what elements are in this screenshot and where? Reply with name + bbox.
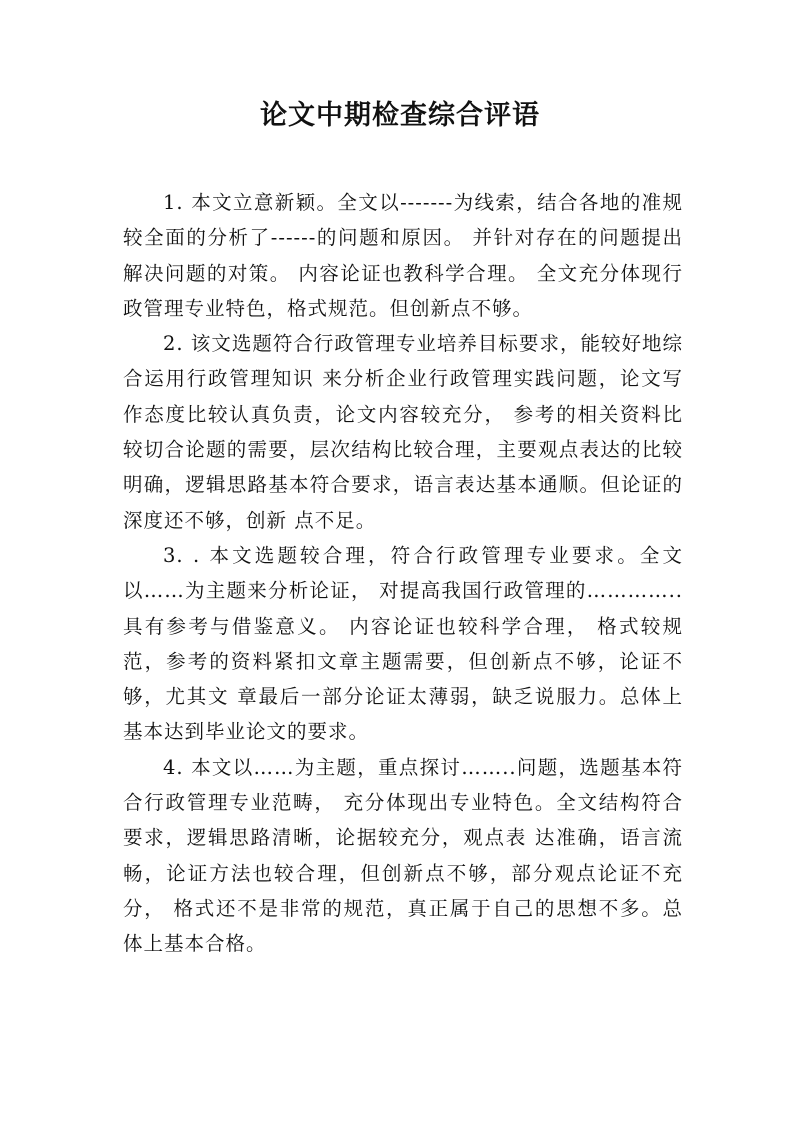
document-title: 论文中期检查综合评语 — [260, 100, 540, 131]
comment-paragraph-3: 3. . 本文选题较合理，符合行政管理专业要求。全文以……为主题来分析论证， 对提高我国行政管理的…………..具有参考与借鉴意义。 内容论证也较科学合理， 格式较规范，参考的资料紧扣文章主题需要，但创新点不够，论证不够，尤其文 章最后一部分论证太薄弱，缺乏说服力。总体上基本达到毕业论文的要求。 — [123, 543, 683, 744]
comment-paragraph-4: 4. 本文以……为主题，重点探讨……..问题，选题基本符合行政管理专业范畴， 充分体现出专业特色。全文结构符合要求，逻辑思路清晰，论据较充分，观点表 达准确，语言流畅，论证方法也较合理，但创新点不够，部分观点论证不充分， 格式还不是非常的规范，真正属于自己的思想不多。总体上基本合格。 — [123, 755, 683, 956]
document-body — [123, 185, 683, 962]
comment-paragraph-1: 1. 本文立意新颖。全文以-------为线索，结合各地的准规较全面的分析了------的问题和原因。 并针对存在的问题提出解决问题的对策。 内容论证也教科学合理。 全文充分体现行政管理专业特色，格式规范。但创新点不够。 — [123, 191, 683, 320]
comment-paragraph-2: 2. 该文选题符合行政管理专业培养目标要求，能较好地综合运用行政管理知识 来分析企业行政管理实践问题，论文写作态度比较认真负责，论文内容较充分， 参考的相关资料比较切合论题的需要，层次结构比较合理，主要观点表达的比较 明确，逻辑思路基本符合要求，语言表达基本通顺。但论证的深度还不够，创新 点不足。 — [123, 332, 683, 532]
